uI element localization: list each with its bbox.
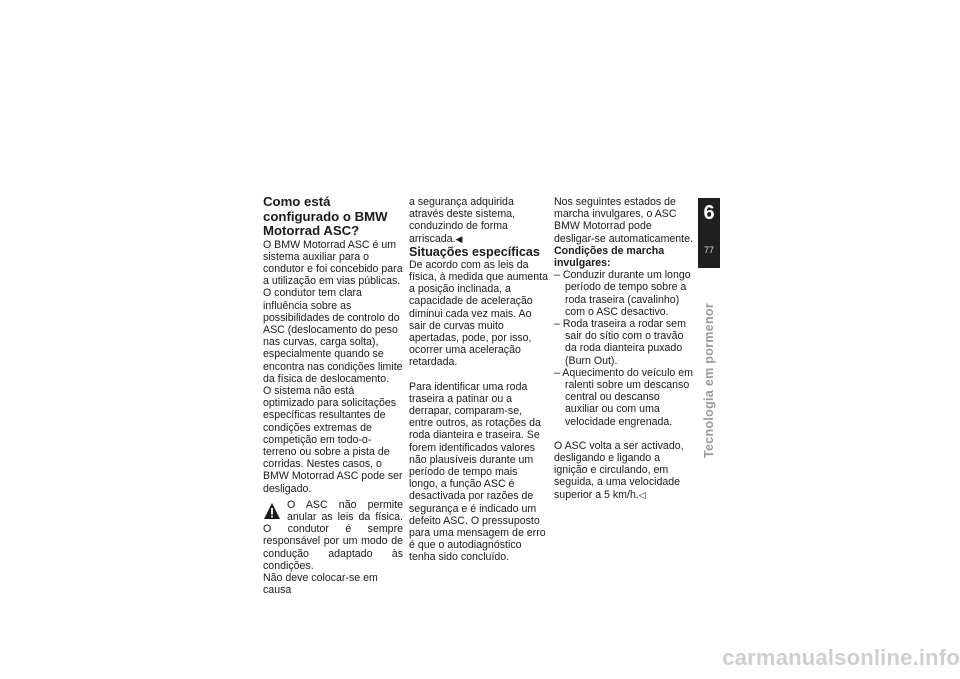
subheading-unusual-conditions: Condições de marcha invulgares:: [554, 244, 665, 270]
paragraph: O BMW Motorrad ASC é um sistema auxiliar para o condutor e foi concebido para a utilização em vias públicas. O condutor tem clara influência sobre as possibilidades de controlo do ASC (deslocamento do peso nas curvas, carga solta), especialmente quando se encontra nas condições limite da física de deslocamento.: [263, 238, 403, 385]
paragraph: O sistema não está optimizado para solicitações específicas resultantes de condições extremas de competição em todo-o-terreno ou sobre a pista de corridas. Nestes casos, o BMW Motorrad ASC pode ser desligado.: [263, 384, 403, 495]
column-3: [554, 196, 694, 501]
column-1: [263, 195, 403, 596]
page-number: 77: [703, 245, 714, 255]
end-mark-icon: ◁: [638, 489, 646, 500]
section-heading-asc-config: Como está configurado o BMW Motorrad ASC?: [263, 194, 388, 238]
list-item: – Aquecimento do veículo em ralenti sobre um descanso central ou descanso auxiliar ou com uma velocidade engrenada.: [554, 366, 693, 428]
column-2: [409, 196, 549, 564]
chapter-title: Tecnologia em pormenor: [702, 302, 716, 458]
paragraph-text: a segurança adquirida através deste sistema, conduzindo de forma arriscada.: [409, 196, 515, 245]
paragraph: De acordo com as leis da física, à medida que aumenta a posição inclinada, a capacidade de aceleração diminui cada vez mais. Ao sair de curvas muito apertadas, pode, por isso, ocorrer uma aceleração retardada.: [409, 258, 548, 369]
paragraph: Não deve colocar-se em causa: [263, 571, 378, 597]
list-item: – Conduzir durante um longo período de tempo sobre a roda traseira (cavalinho) com o ASC desactivo.: [554, 269, 691, 318]
paragraph: [554, 440, 694, 501]
chapter-number: 6: [703, 202, 715, 224]
warning-triangle-icon: [263, 502, 281, 520]
end-mark-icon: ◀: [455, 233, 463, 244]
paragraph-text: O ASC volta a ser activado, desligando e ligando a ignição e circulando, em seguida, a uma velocidade superior a 5 km/h.: [554, 439, 684, 501]
list-item: – Roda traseira a rodar sem sair do sítio com o travão da roda dianteira puxado (Burn Out).: [554, 318, 686, 367]
chapter-tab: [698, 198, 720, 268]
warning-note: [263, 499, 403, 572]
chapter-side-label: [702, 268, 716, 458]
warning-text: O ASC não permite anular as leis da física. O condutor é sempre responsável por um modo de condução adaptado às condições.: [263, 498, 403, 572]
paragraph: Nos seguintes estados de marcha invulgares, o ASC BMW Motorrad pode desligar-se automaticamente.: [554, 196, 693, 245]
paragraph: Para identificar uma roda traseira a patinar ou a derrapar, comparam-se, entre outros, as rotações da roda dianteira e traseira. Se forem identificados valores não plausíveis durante um período de tempo mais longo, a função ASC é desactivada por razões de segurança e é indicado um defeito ASC. O pressuposto para uma mensagem de erro é que o autodiagnóstico tenha sido concluído.: [409, 380, 546, 564]
paragraph: [409, 196, 549, 245]
watermark: carmanualsonline.info: [722, 645, 960, 670]
section-heading-specific-situations: Situações específicas: [409, 244, 540, 259]
